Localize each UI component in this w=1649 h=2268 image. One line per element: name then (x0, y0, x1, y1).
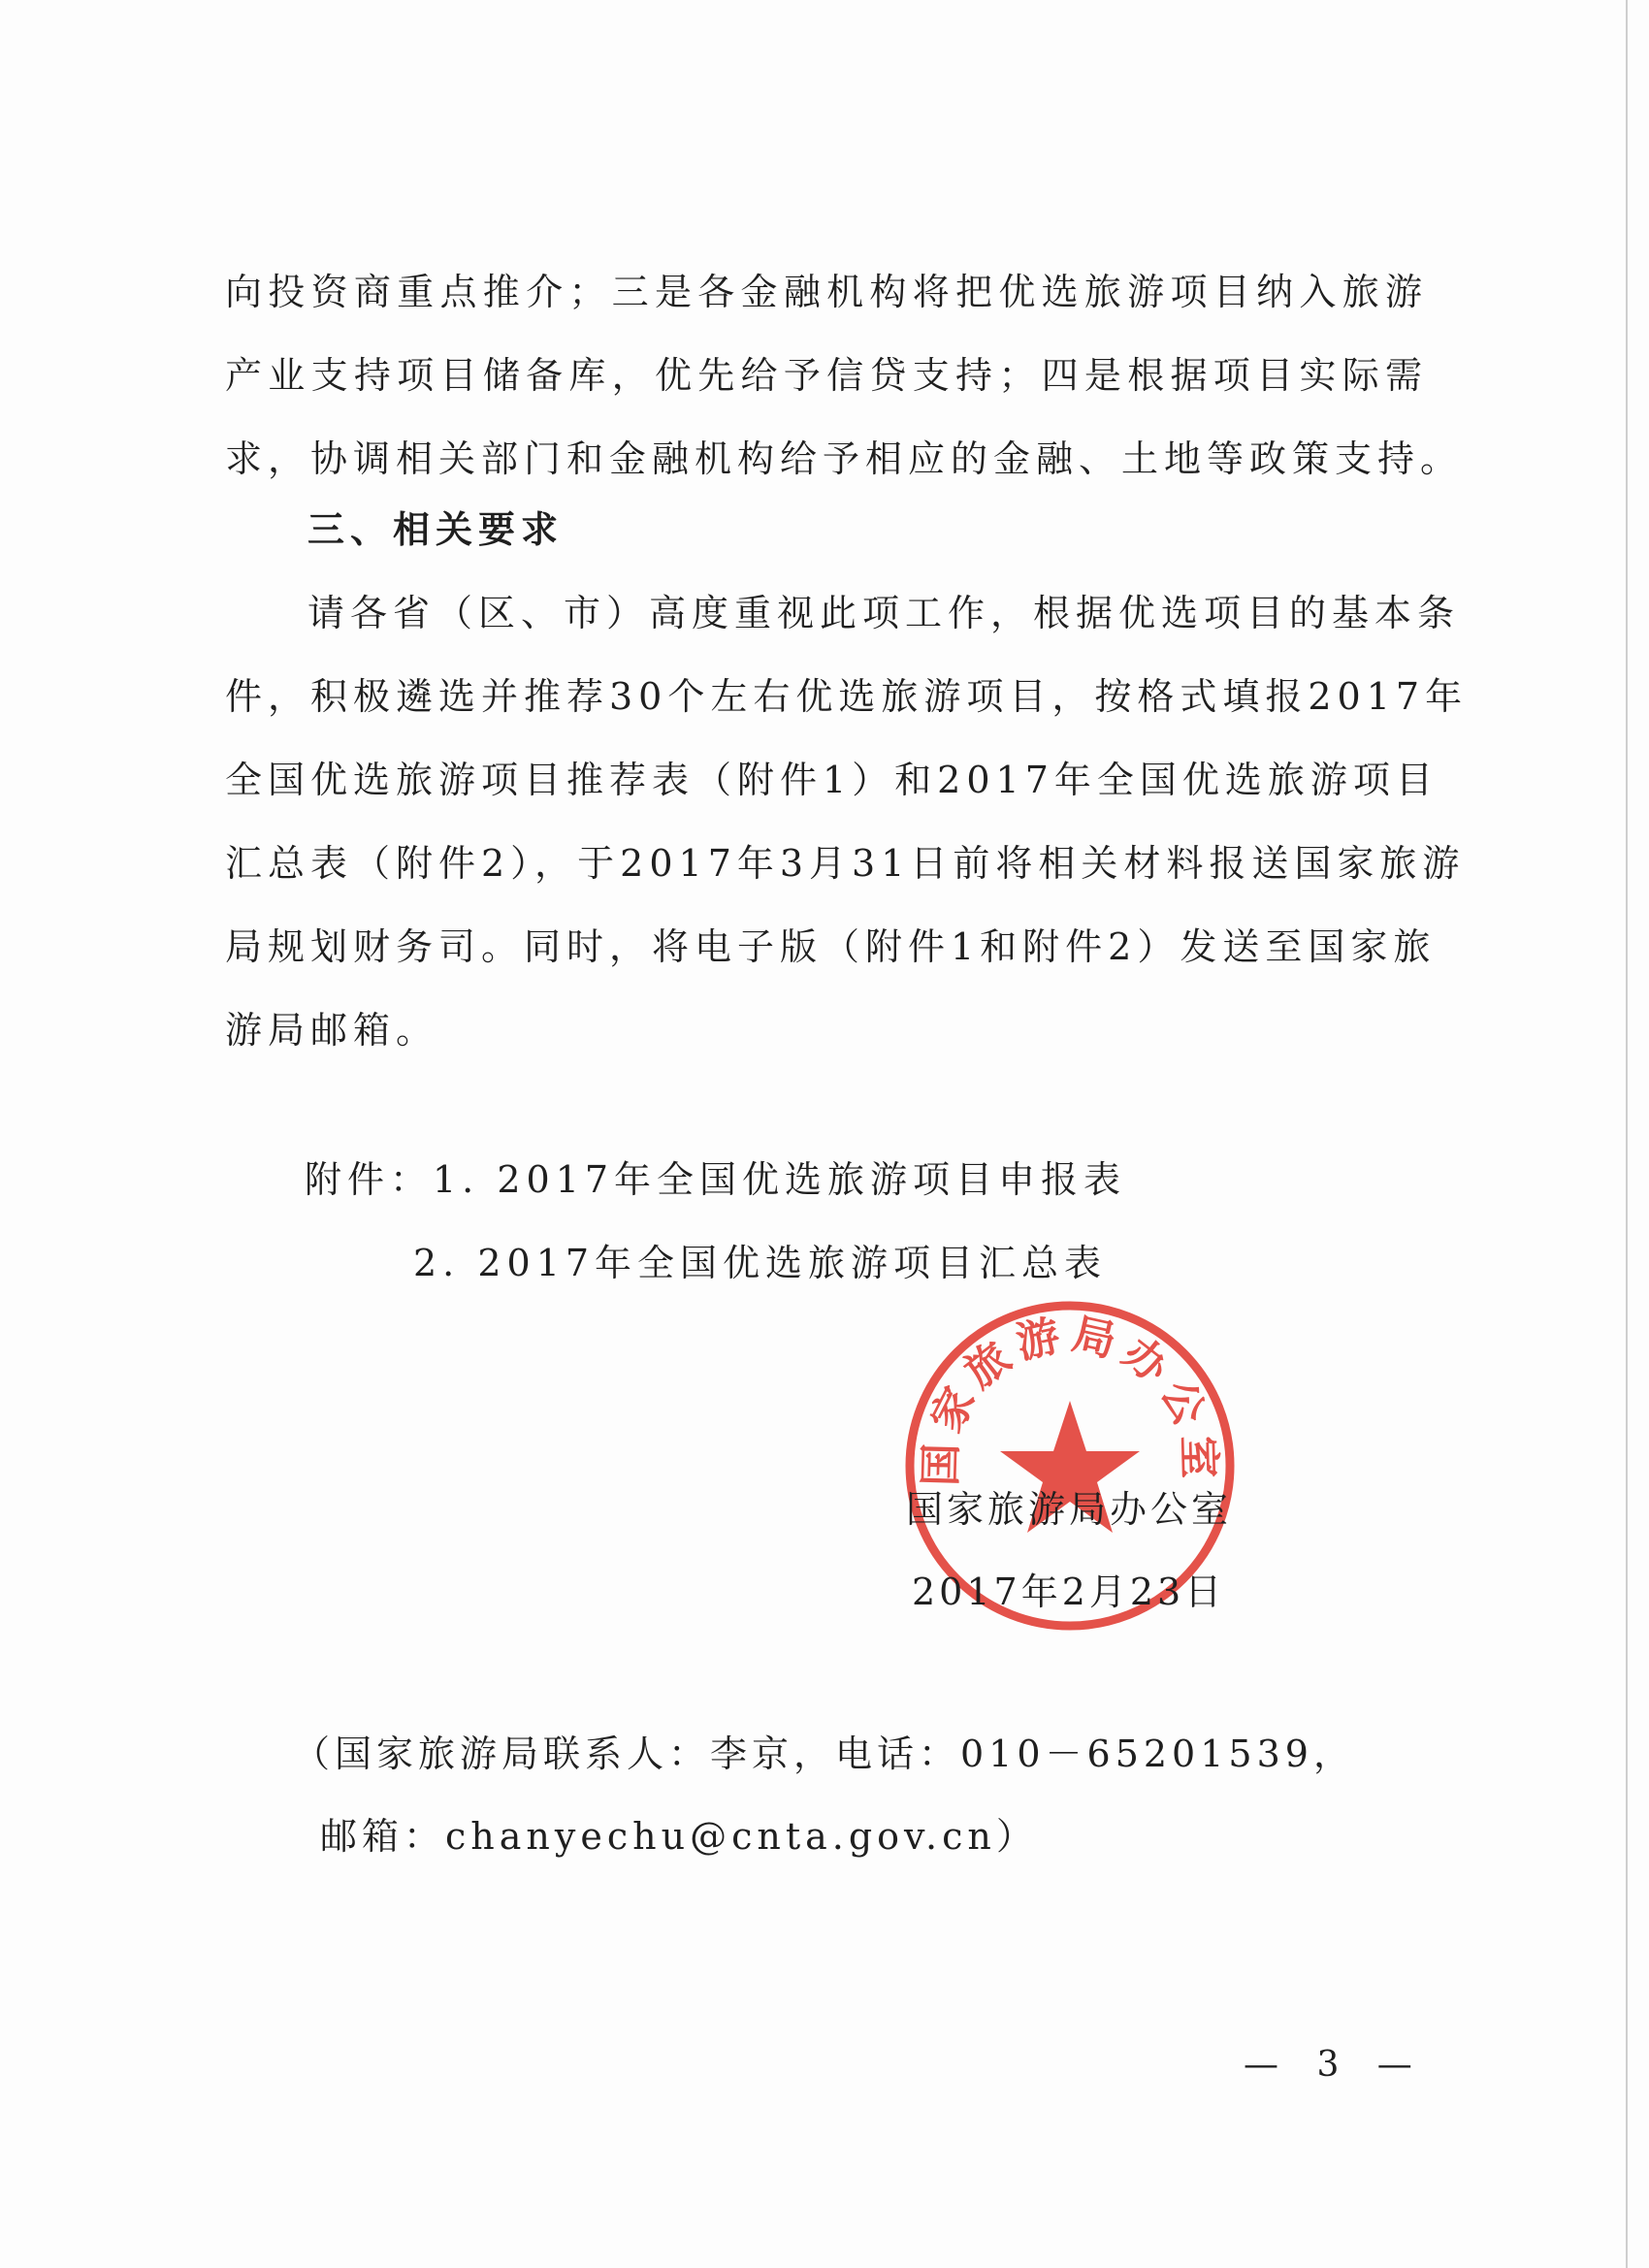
attachments-block (305, 1138, 1126, 1305)
paragraph-line: 求，协调相关部门和金融机构给予相应的金融、土地等政策支持。 (225, 437, 1464, 480)
paragraph-line: 全国优选旅游项目推荐表（附件1）和2017年全国优选旅游项目 (225, 759, 1439, 801)
attachment-item: 2. 2017年全国优选旅游项目汇总表 (413, 1242, 1108, 1284)
page-edge-shadow (1626, 0, 1628, 2268)
seal-text: 国家旅游局办公室 (916, 1309, 1224, 1487)
paragraph-line: 游局邮箱。 (225, 1009, 439, 1052)
page-number: — 3 — (1244, 2045, 1426, 2085)
paragraph-line: 请各省（区、市）高度重视此项工作，根据优选项目的基本条 (307, 592, 1461, 634)
contact-email-line: 邮箱：chanyechu@cnta.gov.cn） (320, 1815, 1038, 1858)
issue-date: 2017年2月23日 (912, 1571, 1226, 1613)
paragraph-line: 件，积极遴选并推荐30个左右优选旅游项目，按格式填报2017年 (225, 675, 1469, 718)
paragraph-line: 向投资商重点推介；三是各金融机构将把优选旅游项目纳入旅游 (225, 271, 1428, 313)
continued-paragraph (225, 250, 1464, 501)
issuer-name: 国家旅游局办公室 (906, 1488, 1233, 1531)
requirements-paragraph (225, 571, 1469, 1072)
attachment-item: 附件：1. 2017年全国优选旅游项目申报表 (305, 1158, 1127, 1201)
section-heading: 三、相关要求 (307, 508, 565, 551)
paragraph-line: 汇总表（附件2），于2017年3月31日前将相关材料报送国家旅游 (225, 842, 1466, 885)
paragraph-line: 产业支持项目储备库，优先给予信贷支持；四是根据项目实际需 (225, 354, 1428, 397)
paragraph-line: 局规划财务司。同时，将电子版（附件1和附件2）发送至国家旅 (225, 925, 1437, 968)
contact-line: （国家旅游局联系人：李京，电话：010－65201539， (293, 1733, 1355, 1775)
